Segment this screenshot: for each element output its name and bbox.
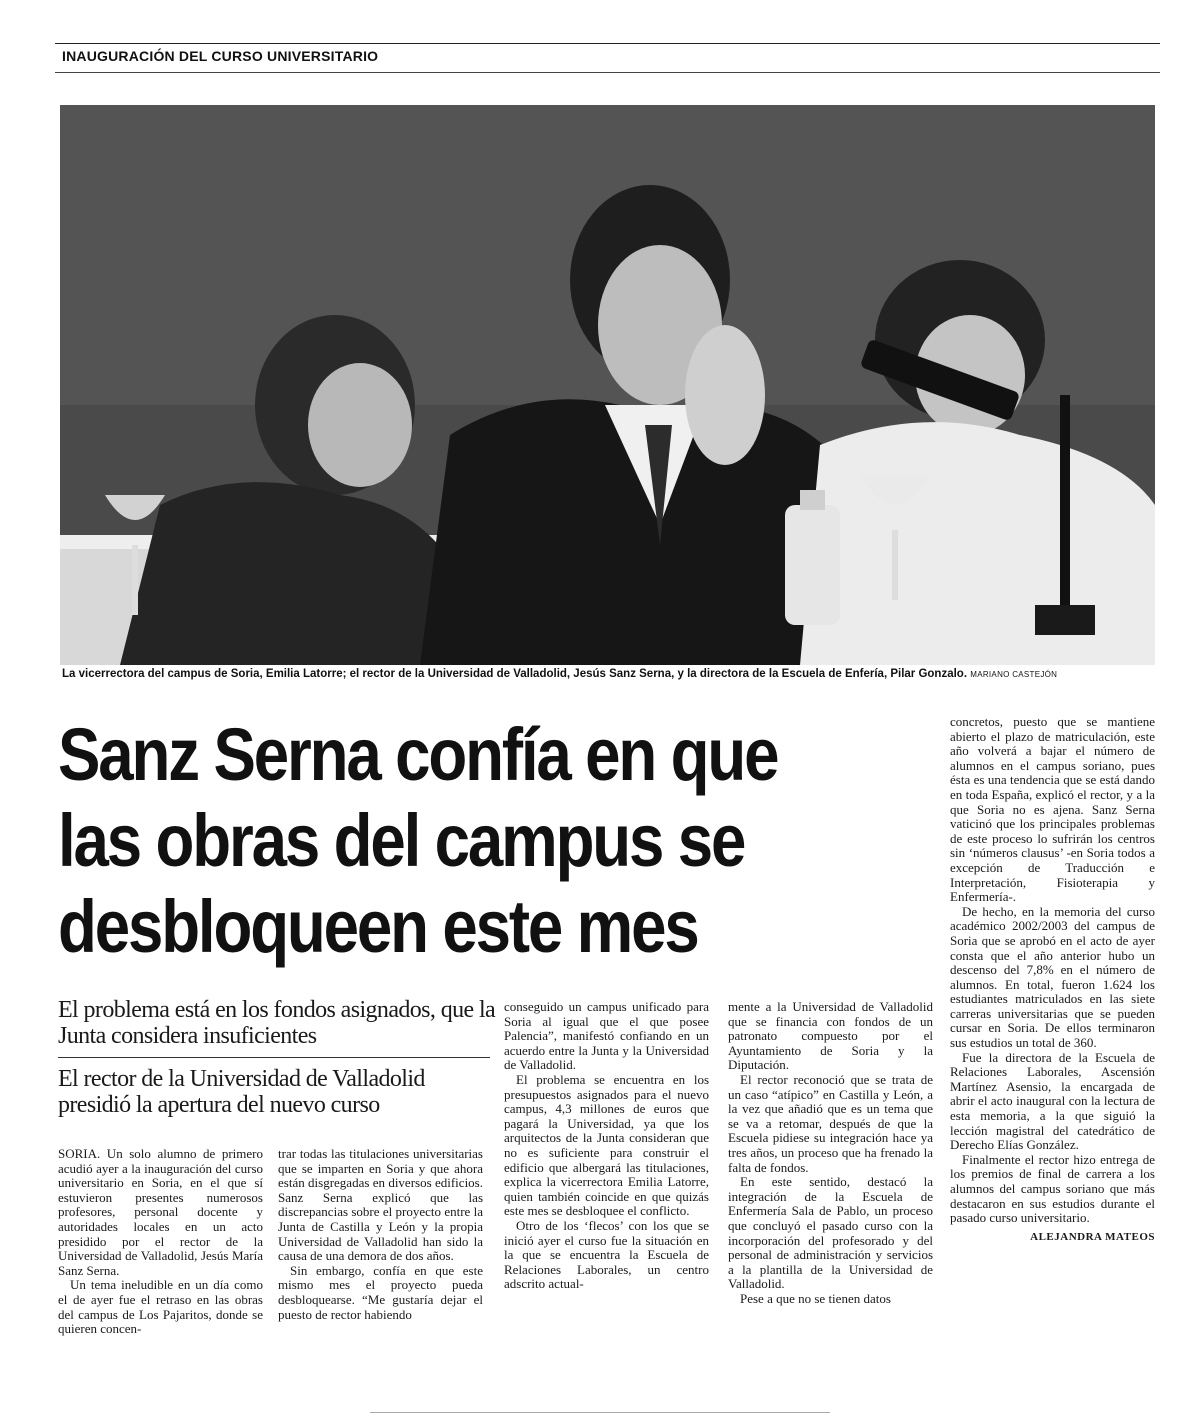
paragraph: trar todas las titulaciones universitarias que se imparten en Soria y que ahora están disgregadas en diversos edificios. Sanz Serna explicó que las discrepancias sobre el proyecto entre la Junta de Castilla y León y la propia Universidad de Valladolid han sido la causa de una demora de dos años. [278,1146,483,1264]
paragraph: conseguido un campus unificado para Soria al igual que el que posee Palencia”, manifestó confiando en un acuerdo entre la Junta y la Universidad de Valladolid. [504,999,709,1073]
paragraph: En este sentido, destacó la integración de la Escuela de Enfermería Sala de Pablo, un proceso que concluyó el pasado curso con la incorporación del profesorado y del personal de administración y servicios a la plantilla de la Universidad de Valladolid. [728,1174,933,1292]
paragraph: Un tema ineludible en un día como el de ayer fue el retraso en las obras del campus de Los Pajaritos, donde se quieren concen- [58,1277,263,1337]
subheadline-2: El rector de la Universidad de Valladolid presidió la apertura del nuevo curso [58,1066,425,1118]
paragraph: El rector reconoció que se trata de un caso “atípico” en Castilla y León, a la vez que añadió que es un tema que se va a retomar, después de que la Escuela pidiese su integración hace ya tres años, un proceso que ha frenado la falta de fondos. [728,1071,933,1175]
headline-line-2: las obras del campus se [58,799,745,882]
paragraph: Otro de los ‘flecos’ con los que se inició ayer el curso fue la situación en la que se encuentra la Escuela de Relaciones Laborales, un centro adscrito actual- [504,1217,709,1292]
headline-line-3: desbloqueen este mes [58,885,698,968]
section-rule [55,72,1160,73]
photo-credit: MARIANO CASTEJÓN [970,670,1058,679]
top-rule [55,43,1160,44]
deck-divider [58,1057,490,1058]
news-photo [60,105,1155,665]
photo-caption [62,668,1157,680]
caption-text: La vicerrectora del campus de Soria, Emilia Latorre; el rector de la Universidad de Valladolid, Jesús Sanz Serna, y la directora de la Escuela de Enfería, Pilar Gonzalo. [62,668,968,680]
article-column-3 [504,1000,709,1292]
paragraph: Pese a que no se tienen datos [740,1290,891,1306]
article-column-2 [278,1147,483,1322]
article-column-1 [58,1147,263,1337]
paragraph: Finalmente el rector hizo entrega de los premios de final de carrera a los alumnos del campus soriano que más destacaron en sus estudios durante el pasado curso universitario. [950,1151,1155,1226]
bottom-rule [370,1412,830,1413]
paragraph: Sin embargo, confía en que este mismo mes el proyecto pueda desbloquearse. “Me gustaría dejar el puesto de rector habiendo [278,1262,483,1322]
headline [58,712,815,970]
photo-illustration [60,105,1155,665]
paragraph: El problema se encuentra en los presupuestos asignados para el nuevo campus, 4,3 millones de euros que pagará la Universidad, ya que los arquitectos de la Junta consideran que no es suficiente para construir el edificio que albergará las titulaciones, explica la vicerrectora Emilia Latorre, quien también coincide en que quizás este mes se desbloquee el conflicto. [504,1071,709,1219]
article-column-5 [950,715,1155,1244]
headline-line-1: Sanz Serna confía en que [58,713,778,796]
article-column-4 [728,1000,933,1306]
section-label: INAUGURACIÓN DEL CURSO UNIVERSITARIO [62,48,379,64]
byline: ALEJANDRA MATEOS [1030,1230,1155,1243]
paragraph: De hecho, en la memoria del curso académico 2002/2003 del campus de Soria que se aprobó en el acto de ayer consta que el año anterior hubo un descenso del 7,8% en el número de alumnos. En total, fueron 1.624 los estudiantes matriculados en las siete carreras universitarias que se pueden cursar en Soria. De ellos terminaron sus estudios un total de 360. [950,903,1155,1051]
paragraph: SORIA. Un solo alumno de primero acudió ayer a la inauguración del curso universitario en Soria, en el que sí estuvieron presentes numerosos profesores, personal docente y autoridades locales en un acto presidido por el rector de la Universidad de Valladolid, Jesús María Sanz Serna. [58,1146,263,1278]
subheadline-1: El problema está en los fondos asignados, que la Junta considera insuficientes [58,997,496,1049]
paragraph: Fue la directora de la Escuela de Relaciones Laborales, Ascensión Martínez Asensio, la encargada de abrir el acto inaugural con la lectura de esta memoria, a la que siguió la lección magistral del catedrático de Derecho Elías González. [950,1049,1155,1153]
paragraph: mente a la Universidad de Valladolid que se financia con fondos de un patronato compuesto por el Ayuntamiento de Soria y la Diputación. [728,999,933,1073]
paragraph: concretos, puesto que se mantiene abierto el plazo de matriculación, este año volverá a bajar el número de alumnos en el campus soriano, pues ésta es una tendencia que se está dando en toda España, explicó el rector, y a la que Soria no es ajena. Sanz Serna vaticinó que los principales problemas de este proceso lo sufrirán los centros sin ‘números clausus’ -en Soria todos a excepción de Traducción e Interpretación, Fisioterapia y Enfermería-. [950,714,1155,905]
